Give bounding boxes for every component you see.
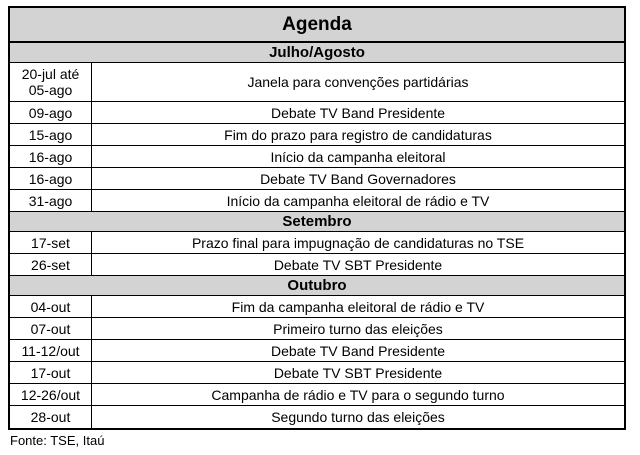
event-cell: Debate TV Band Presidente	[270, 342, 446, 359]
date-cell: 15-ago	[10, 124, 92, 145]
event-cell: Início da campanha eleitoral de rádio e TV	[226, 192, 490, 209]
date-cell: 11-12/out	[10, 340, 92, 361]
table-title: Agenda	[10, 8, 624, 43]
event-cell: Debate TV SBT Presidente	[273, 256, 443, 273]
table-row	[10, 102, 624, 124]
date-cell: 09-ago	[10, 102, 92, 123]
date-cell: 26-set	[10, 254, 92, 275]
date-cell: 28-out	[10, 406, 92, 428]
table-row	[10, 406, 624, 428]
section-header: Outubro	[10, 276, 624, 296]
event-cell: Prazo final para impugnação de candidaturas no TSE	[191, 234, 525, 251]
date-cell: 16-ago	[10, 168, 92, 189]
table-row	[10, 362, 624, 384]
date-cell: 12-26/out	[10, 384, 92, 405]
date-cell: 20-jul até 05-ago	[10, 63, 92, 101]
table-row	[10, 254, 624, 276]
table-row	[10, 190, 624, 212]
section-header: Julho/Agosto	[10, 43, 624, 63]
section-header: Setembro	[10, 212, 624, 232]
table-row	[10, 232, 624, 254]
event-cell: Fim do prazo para registro de candidaturas	[224, 126, 492, 143]
table-row	[10, 318, 624, 340]
event-cell: Campanha de rádio e TV para o segundo turno	[211, 386, 505, 403]
agenda-table	[8, 6, 626, 430]
table-row	[10, 124, 624, 146]
date-cell: 17-out	[10, 362, 92, 383]
event-cell: Fim da campanha eleitoral de rádio e TV	[231, 298, 485, 315]
table-body	[10, 43, 624, 428]
event-cell: Janela para convenções partidárias	[247, 74, 469, 90]
table-row	[10, 340, 624, 362]
source-note: Fonte: TSE, Itaú	[10, 433, 105, 448]
event-cell: Primeiro turno das eleições	[273, 320, 443, 337]
event-cell: Segundo turno das eleições	[271, 409, 445, 425]
date-cell: 31-ago	[10, 190, 92, 211]
date-cell: 17-set	[10, 232, 92, 253]
table-row	[10, 63, 624, 102]
table-row	[10, 384, 624, 406]
table-row	[10, 296, 624, 318]
date-cell: 16-ago	[10, 146, 92, 167]
event-cell: Início da campanha eleitoral	[270, 148, 446, 165]
event-cell: Debate TV SBT Presidente	[273, 364, 443, 381]
date-cell: 04-out	[10, 296, 92, 317]
date-cell: 07-out	[10, 318, 92, 339]
event-cell: Debate TV Band Presidente	[270, 104, 446, 121]
table-row	[10, 146, 624, 168]
table-row	[10, 168, 624, 190]
event-cell: Debate TV Band Governadores	[260, 170, 456, 187]
